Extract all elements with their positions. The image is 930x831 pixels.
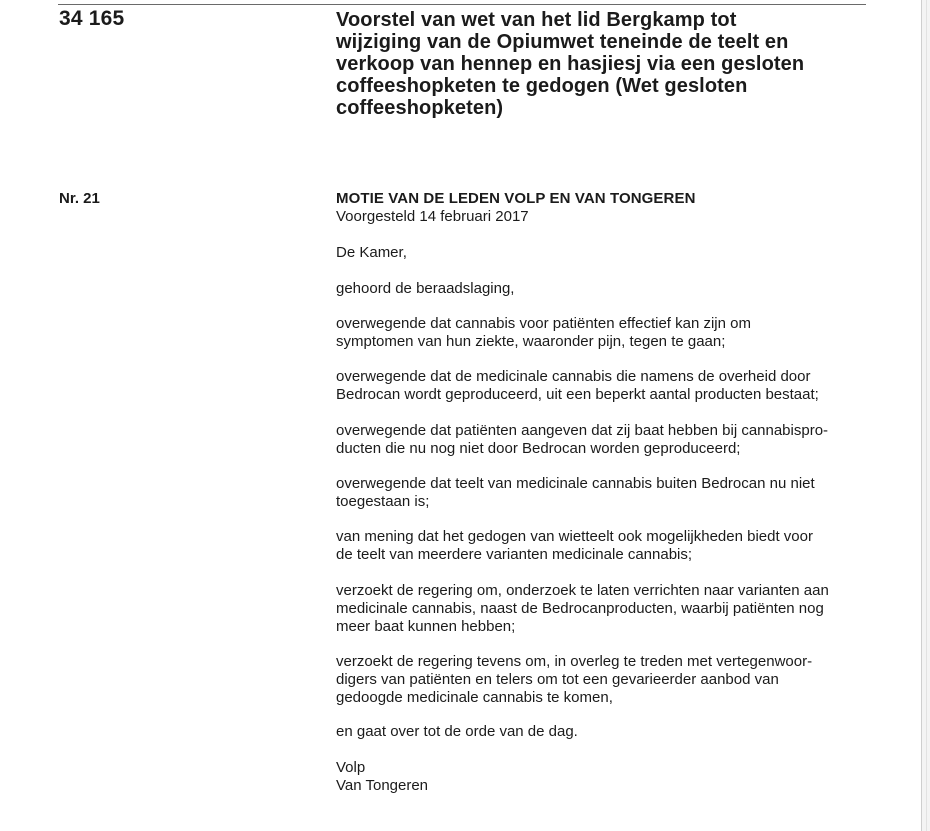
page-edge — [921, 0, 930, 831]
paragraph-line: symptomen van hun ziekte, waaronder pijn, tegen te gaan; — [336, 332, 726, 350]
title-line: coffeeshopketen te gedogen (Wet gesloten — [336, 75, 748, 97]
paragraph-line: en gaat over tot de orde van de dag. — [336, 723, 578, 740]
paragraph-considering-patients-benefit — [336, 422, 876, 458]
paragraph-request-research — [336, 582, 876, 635]
paragraph-line: gedoogde medicinale cannabis te komen, — [336, 688, 613, 706]
signatories — [336, 759, 876, 795]
paragraph-considering-limited-products — [336, 368, 876, 404]
paragraph-line: Bedrocan wordt geproduceerd, uit een beperkt aantal producten bestaat; — [336, 385, 819, 403]
dossier-number: 34 165 — [59, 7, 125, 30]
signatory-name: Van Tongeren — [336, 776, 429, 794]
paragraph-line: verzoekt de regering tevens om, in overleg te treden met vertegenwoor- — [336, 653, 813, 670]
top-rule — [58, 4, 866, 5]
paragraph-considering-cultivation — [336, 475, 876, 511]
paragraph-request-consultation — [336, 653, 876, 706]
paragraph-considering-effective — [336, 315, 876, 351]
title-line: coffeeshopketen) — [336, 97, 504, 119]
motion-date: Voorgesteld 14 februari 2017 — [336, 208, 529, 225]
title-line: Voorstel van wet van het lid Bergkamp tot — [336, 9, 737, 31]
paragraph-line: overwegende dat teelt van medicinale cannabis buiten Bedrocan nu niet — [336, 475, 815, 492]
paragraph-heard — [336, 280, 876, 298]
paragraph-closing — [336, 723, 876, 741]
paragraph-line: van mening dat het gedogen van wietteelt ook mogelijkheden biedt voor — [336, 528, 813, 545]
document-title — [336, 9, 876, 119]
paragraph-line: meer baat kunnen hebben; — [336, 617, 516, 635]
paragraph-line: toegestaan is; — [336, 492, 430, 510]
paragraph-line: overwegende dat cannabis voor patiënten effectief kan zijn om — [336, 315, 751, 332]
paragraph-line: overwegende dat de medicinale cannabis die namens de overheid door — [336, 368, 811, 385]
title-line: verkoop van hennep en hasjiesj via een gesloten — [336, 53, 805, 75]
paragraph-line: de teelt van meerdere varianten medicinale cannabis; — [336, 545, 693, 563]
paragraph-line: ducten die nu nog niet door Bedrocan worden geproduceerd; — [336, 439, 741, 457]
title-line: wijziging van de Opiumwet teneinde de teelt en — [336, 31, 789, 53]
paragraph-line: digers van patiënten en telers om tot een gevarieerder aanbod van — [336, 670, 779, 688]
paragraph-line: verzoekt de regering om, onderzoek te laten verrichten naar varianten aan — [336, 582, 829, 599]
paragraph-line: medicinale cannabis, naast de Bedrocanproducten, waarbij patiënten nog — [336, 599, 824, 617]
salutation — [336, 244, 876, 262]
motion-heading: MOTIE VAN DE LEDEN VOLP EN VAN TONGEREN — [336, 190, 696, 207]
paragraph-line: De Kamer, — [336, 244, 407, 261]
paragraph-opinion — [336, 528, 876, 564]
paragraph-line: gehoord de beraadslaging, — [336, 280, 515, 297]
document-number: Nr. 21 — [59, 190, 100, 207]
paragraph-line: overwegende dat patiënten aangeven dat zij baat hebben bij cannabispro- — [336, 422, 829, 439]
signatory-name: Volp — [336, 759, 366, 776]
